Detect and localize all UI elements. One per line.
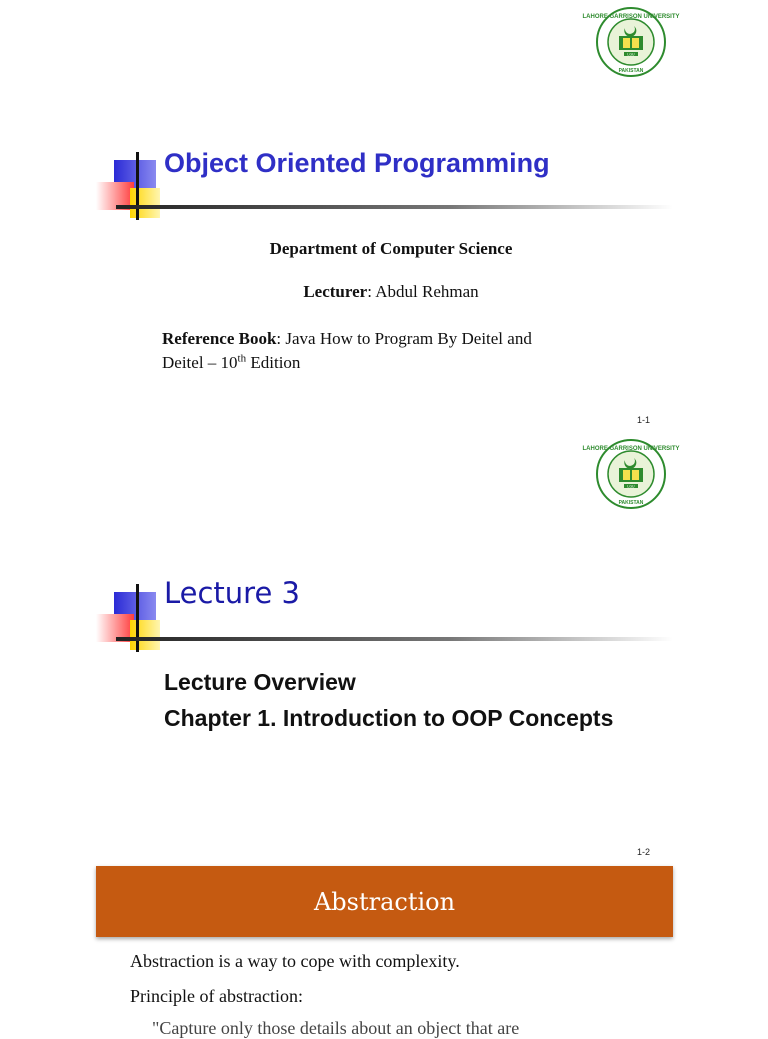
university-logo xyxy=(582,438,680,510)
slide-title: Lecture 3 xyxy=(164,576,300,610)
reference-book xyxy=(162,327,602,375)
reference-text-1: : Java How to Program By Deitel and xyxy=(276,329,532,348)
lecturer-label: Lecturer xyxy=(303,282,368,301)
logo-abbrev: LGU xyxy=(627,52,635,57)
slide-title: Object Oriented Programming xyxy=(164,148,550,178)
reference-label: Reference Book xyxy=(162,329,277,348)
lecturer-name: : Abdul Rehman xyxy=(367,282,479,301)
overview-heading: Lecture Overview xyxy=(164,669,356,695)
reference-sup: th xyxy=(237,352,247,365)
university-logo xyxy=(582,6,680,78)
reference-text-3: Edition xyxy=(246,353,301,372)
chapter-heading: Chapter 1. Introduction to OOP Concepts xyxy=(164,705,614,731)
banner-title: Abstraction xyxy=(313,887,456,916)
logo-abbrev: LGU xyxy=(627,484,635,489)
body-line: Principle of abstraction: xyxy=(130,986,303,1006)
page-number: 1-2 xyxy=(637,847,651,857)
lecturer-line xyxy=(96,282,686,302)
body-line: "Capture only those details about an object that are xyxy=(152,1018,520,1038)
reference-text-2: Deitel – 10 xyxy=(162,353,238,372)
slide-1 xyxy=(96,0,680,432)
page-number: 1-1 xyxy=(637,415,651,425)
logo-arc-text: LAHORE GARRISON UNIVERSITY xyxy=(582,446,680,452)
title-banner xyxy=(96,866,673,937)
logo-bottom-text: PAKISTAN xyxy=(618,68,644,74)
slide-3 xyxy=(96,866,673,1038)
logo-arc-text: LAHORE GARRISON UNIVERSITY xyxy=(582,14,680,20)
logo-bottom-text: PAKISTAN xyxy=(618,500,644,506)
department-name: Department of Computer Science xyxy=(269,239,513,258)
body-line: Abstraction is a way to cope with complexity. xyxy=(130,951,460,971)
slide-2 xyxy=(96,432,680,864)
